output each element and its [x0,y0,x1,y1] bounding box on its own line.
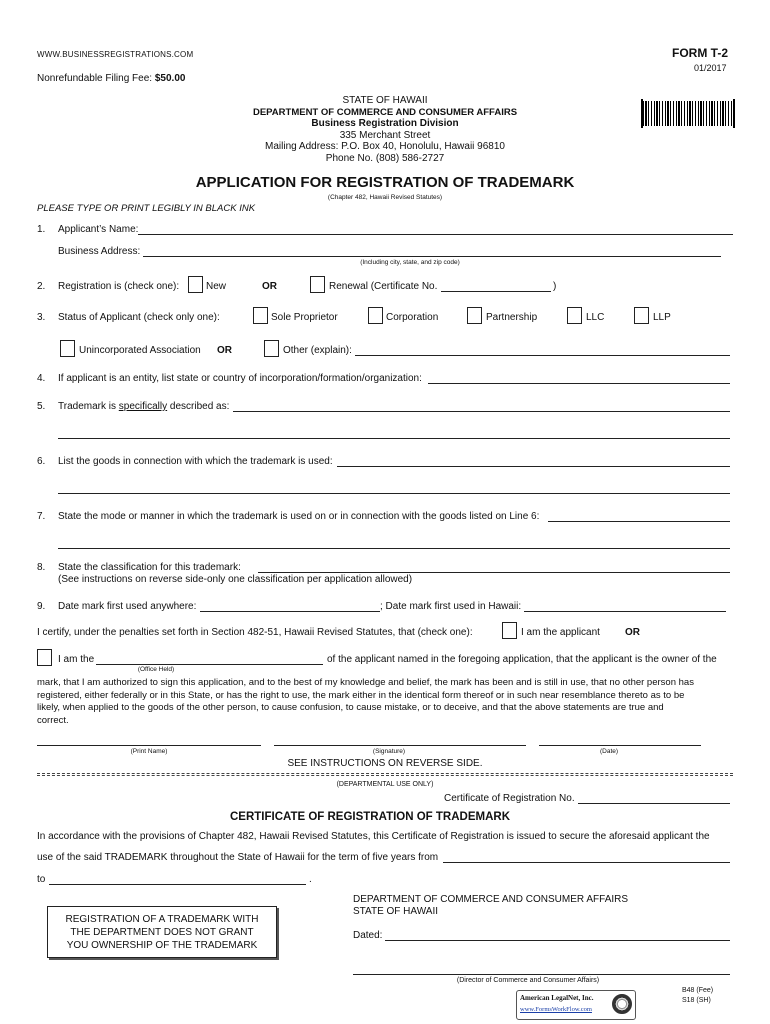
partnership-checkbox[interactable] [467,307,482,324]
publisher-url[interactable]: www.FormsWorkFlow.com [520,1006,592,1013]
status-or: OR [217,345,232,356]
item-4-number: 4. [37,373,46,384]
llp-label: LLP [653,312,671,323]
issuing-dept-name: DEPARTMENT OF COMMERCE AND CONSUMER AFFAIRS [353,894,629,905]
notice-line-1: REGISTRATION OF A TRADEMARK WITH [65,913,259,925]
date-caption: (Date) [599,748,619,755]
agency-phone: Phone No. (808) 586-2727 [325,152,445,164]
print-name-caption: (Print Name) [130,748,168,755]
certify-line-4: correct. [37,714,69,726]
item-3-number: 3. [37,312,46,323]
business-address-label: Business Address: [58,246,141,257]
classification-note: (See instructions on reverse side-only one classification per application allowed) [58,574,413,585]
certify-line-3: likely, when applied to the goods of the other person, to cause confusion, to cause mistake, or to deceive, and that the above statements are true and [37,702,664,713]
office-held-field[interactable] [96,664,323,665]
goods-field[interactable] [337,466,730,467]
agency-state: STATE OF HAWAII [342,95,428,106]
trademark-prefix: Trademark is [58,401,119,412]
unincorporated-label: Unincorporated Association [79,345,201,356]
agency-department: DEPARTMENT OF COMMERCE AND CONSUMER AFFAIRS [252,106,518,118]
item-9-number: 9. [37,601,46,612]
form-subtitle: (Chapter 482, Hawaii Revised Statutes) [327,194,443,201]
date-anywhere-label: Date mark first used anywhere: [58,601,197,612]
item-5-number: 5. [37,401,46,412]
renewal-certificate-field[interactable] [441,291,551,292]
entity-label: If applicant is an entity, list state or country of incorporation/formation/organization: [58,373,422,384]
form-code-1: B48 (Fee) [682,987,714,994]
certify-statement: I certify, under the penalties set forth in Section 482-51, Hawaii Revised Statutes, that (check one): [37,627,473,638]
sole-proprietor-label: Sole Proprietor [271,312,338,323]
item-6-number: 6. [37,456,46,467]
office-held-caption: (Office Held) [137,666,175,673]
business-address-field[interactable] [143,256,721,257]
item-8-number: 8. [37,562,46,573]
item-2-number: 2. [37,281,46,292]
see-instructions: SEE INSTRUCTIONS ON REVERSE SIDE. [287,758,483,769]
certificate-to: to [37,874,46,885]
i-am-applicant-checkbox[interactable] [502,622,517,639]
form-title: APPLICATION FOR REGISTRATION OF TRADEMARK [195,174,575,191]
barcode-image [643,101,733,126]
registration-type-label: Registration is (check one): [58,281,180,292]
filing-fee [37,73,185,84]
partnership-label: Partnership [486,312,538,323]
mode-field[interactable] [548,521,730,522]
certify-line-1: mark, that I am authorized to sign this application, and to the best of my knowledge and belief, the mark has been and is still in use, that no other person has [37,677,694,688]
certify-paragraph [37,677,694,727]
officer-checkbox[interactable] [37,649,52,666]
issuing-department [353,894,628,918]
other-label: Other (explain): [283,345,352,356]
form-id: FORM T-2 [672,46,728,60]
certificate-title: CERTIFICATE OF REGISTRATION OF TRADEMARK [229,811,511,823]
corporation-checkbox[interactable] [368,307,383,324]
classification-field[interactable] [258,572,730,573]
fee-label: Nonrefundable Filing Fee: [37,73,153,84]
form-code-2: S18 (SH) [682,997,711,1004]
trademark-description-field[interactable] [233,411,730,412]
website-text: WWW.BUSINESSREGISTRATIONS.COM [37,50,194,59]
i-am-the-label: I am the [58,654,95,665]
cut-line-2 [37,775,733,776]
agency-street: 335 Merchant Street [339,129,431,141]
registration-or: OR [262,281,277,292]
other-explain-field[interactable] [355,355,730,356]
trademark-suffix: described as: [167,401,230,412]
renewal-checkbox[interactable] [310,276,325,293]
certify-line-2: registered, either federally or in this State, or has the right to use, the mark either in the identical form thereof or in such near resemblance thereto as to be [37,689,685,701]
trademark-description-field-2[interactable] [58,438,730,439]
form-date: 01/2017 [694,63,727,73]
llc-checkbox[interactable] [567,307,582,324]
departmental-use: (DEPARTMENTAL USE ONLY) [336,781,434,788]
new-label: New [206,281,227,292]
certificate-line-1: In accordance with the provisions of Chapter 482, Hawaii Revised Statutes, this Certificate of Registration is issued to secure the aforesaid applicant the [37,831,710,842]
classification-label: State the classification for this trademark: [58,562,241,573]
trademark-specifically: specifically [118,401,168,412]
ink-instruction: PLEASE TYPE OR PRINT LEGIBLY IN BLACK INK [37,203,256,214]
certificate-period: . [309,874,312,885]
issuing-state: STATE OF HAWAII [353,906,438,917]
goods-label: List the goods in connection with which the trademark is used: [58,456,333,467]
print-name-field[interactable] [37,745,261,746]
applicant-name-label: Applicant’s Name: [58,224,139,235]
agency-block [235,95,535,164]
unincorporated-checkbox[interactable] [60,340,75,357]
director-caption: (Director of Commerce and Consumer Affairs) [456,977,600,984]
other-checkbox[interactable] [264,340,279,357]
trademark-label [58,401,229,412]
entity-field[interactable] [428,383,730,384]
item-1-number: 1. [37,224,46,235]
sole-proprietor-checkbox[interactable] [253,307,268,324]
corporation-label: Corporation [386,312,439,323]
ownership-notice-box [47,906,277,958]
certificate-line-2: use of the said TRADEMARK throughout the State of Hawaii for the term of five years from [37,852,439,863]
notice-line-2: THE DEPARTMENT DOES NOT GRANT [70,926,254,938]
publisher-name: American LegalNet, Inc. [520,994,594,1002]
llp-checkbox[interactable] [634,307,649,324]
term-to-field[interactable] [49,884,306,885]
dated-label: Dated: [353,930,383,941]
notice-line-3: YOU OWNERSHIP OF THE TRADEMARK [66,939,258,951]
llc-label: LLC [586,312,605,323]
date-hawaii-field[interactable] [524,611,726,612]
dated-field[interactable] [385,940,730,941]
applicant-name-field[interactable] [138,234,733,235]
form-codes [682,986,713,1006]
date-field[interactable] [539,745,701,746]
renewal-close: ) [553,281,557,292]
goods-field-2[interactable] [58,493,730,494]
term-from-field[interactable] [443,862,730,863]
director-signature-field[interactable] [353,974,730,975]
publisher-seal-icon [612,994,632,1014]
signature-field[interactable] [274,745,526,746]
fee-value: $50.00 [154,73,186,84]
i-am-applicant-label: I am the applicant [521,627,600,638]
certify-or: OR [625,627,640,638]
certificate-number-label: Certificate of Registration No. [444,793,575,804]
item-7-number: 7. [37,511,46,522]
cut-line [37,773,733,774]
publisher-logo [516,990,636,1020]
status-label: Status of Applicant (check only one): [58,312,220,323]
signature-caption: (Signature) [372,748,406,755]
date-hawaii-label: ; Date mark first used in Hawaii: [380,601,522,612]
agency-mailing: Mailing Address: P.O. Box 40, Honolulu, Hawaii 96810 [265,141,505,152]
address-note: (Including city, state, and zip code) [360,259,460,266]
date-anywhere-field[interactable] [200,611,380,612]
mode-field-2[interactable] [58,548,730,549]
new-checkbox[interactable] [188,276,203,293]
renewal-label: Renewal (Certificate No. [329,281,438,292]
certificate-number-field[interactable] [578,803,730,804]
of-applicant-text: of the applicant named in the foregoing application, that the applicant is the owner of the [327,654,717,665]
agency-division: Business Registration Division [311,118,459,129]
mode-label: State the mode or manner in which the trademark is used on or in connection with the goods listed on Line 6: [58,511,540,522]
